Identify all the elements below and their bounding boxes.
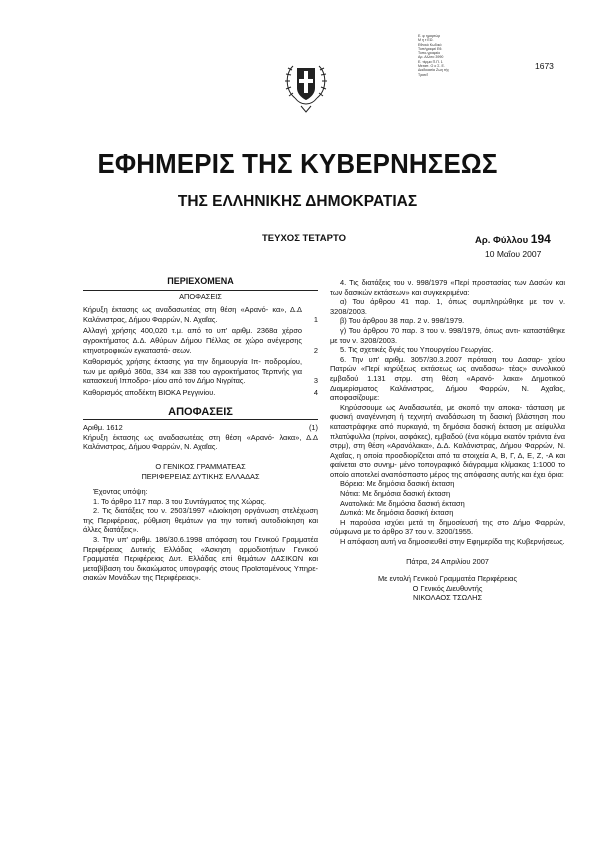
paragraph: 2. Τις διατάξεις του ν. 2503/1997 «Διοίκηση οργάνωση στελέχωση της Περιφέρειας, ρύθμιση θεμάτων για την τοπική αυτοδιοίκηση και άλλες διατάξεις». [83,506,318,535]
toc-item [83,388,318,398]
stamp-line: Αρ. Αλλιτο 3990 [418,55,444,60]
signature-line-1: Με εντολή Γενικού Γραμματέα Περιφέρειας [377,574,518,584]
toc-item-text: Κήρυξη έκτασης ως αναδασωτέας στη θέση «Αρανό- κα», Δ.Δ Καλάνιστρας, Δήμου Φαρρών, Ν. Αχαΐας. [83,305,302,324]
toc-item-page: 1 [313,314,318,324]
paragraph: 3. Την υπ' αριθμ. 186/30.6.1998 απόφαση του Γενικού Γραμματέα Περιφέρειας Δυτικής Ελλάδας «Άσκηση αρμοδιοτήτων Γενικού Γραμματέα Περιφέρειας Δυτ. Ελλάδας επί θεμάτων ΔΑΣΙΚΩΝ και μεταβίβαση του δικαιώματος υπογραφής στους Προϊσταμένους Υπηρε- σιακών Μονάδων της Περιφέρειας». [83,535,318,583]
authority-region: ΠΕΡΙΦΕΡΕΙΑΣ ΔΥΤΙΚΗΣ ΕΛΛΑΔΑΣ [141,471,260,481]
stamp-line: Μεταπ. Ο ο Σ. Ε. [418,64,445,69]
stamp-line: Τυπ/γραφεί Εθ. [418,46,443,51]
paragraph: 6. Την υπ' αριθμ. 3057/30.3.2007 πρόταση του Δασαρ- χείου Πατρών «Περί κηρύξεως εκτάσεως ως αναδασω- τέας» συνολικού εμβαδού 1.131 στρμ. στη θέση «Αρανό- λακα» Δημοτικού Διαμερίσματος Καλάνιστρας, Δήμου Φαρρών, Ν. Αχαΐας, αποφασίζουμε: [330,354,565,403]
toc-item-text: Καθορισμός αποδέκτη ΒΙΟΚΑ Ρεγγινίου. [83,387,216,397]
stamp-line: Τρισεΐ [418,72,428,77]
decisions-heading: ΑΠΟΦΑΣΕΙΣ [168,405,233,418]
sheet-label: Αρ. Φύλλου [475,235,529,246]
paragraph: γ) Του άρθρου 70 παρ. 3 του ν. 998/1979, όπως αντι- καταστάθηκε με τον ν. 3208/2003. [330,325,565,345]
right-paragraphs [330,278,565,547]
paragraph: Η παρούσα ισχύει μετά τη δημοσίευσή της στο Δήμο Φαρρών, σύμφωνα με το άρθρο 37 του ν. 3200/1955. [330,517,565,537]
toc-item-text: Καθορισμός χρήσης έκτασης για την δημιουργία Ιπ- ποδρομίου, των με αριθμό 360α, 334 και 338 του αγροκτήματος Τερπνής για κατασκευή Ιπποδρο- μίου από τον Δήμο Νιγρίτας. [83,357,302,386]
toc-list [83,305,318,397]
paragraph: β) Του άρθρου 38 παρ. 2 ν. 998/1979. [340,316,465,326]
stamp-line: Εθνικό Κωδικό [418,42,442,47]
paragraph: 5. Τις σχετικές δγιές του Υπουργείου Γεωργίας. [340,345,494,355]
paragraph: Ανατολικά: Με δημόσια δασική έκταση [340,498,465,508]
page-number: 1673 [535,61,554,71]
paragraph: α) Του άρθρου 41 παρ. 1, όπως συμπληρώθηκε με τον ν. 3208/2003. [330,297,565,316]
paragraph: Βόρεια: Με δημόσια δασική έκταση [340,479,455,489]
gazette-title: ΕΦΗΜΕΡΙΣ ΤΗΣ ΚΥΒΕΡΝΗΣΕΩΣ [97,148,498,179]
left-column [83,268,318,583]
right-column [330,278,565,603]
signature-line-2: Ο Γενικός Διευθυντής [412,583,483,593]
paragraph: Νότια: Με δημόσια δασική έκταση [340,489,451,499]
toc-item [83,305,318,324]
decision-ref [83,423,318,433]
toc-heading: ΠΕΡΙΕΧΟΜΕΝΑ [167,276,234,286]
toc-item-page: 3 [313,376,318,386]
signatory-name: ΝΙΚΟΛΑΟΣ ΤΣΩΛΗΣ [412,593,483,603]
toc-item [83,357,318,386]
toc-item [83,326,318,355]
stamp-line: Μ η τ ΕΩ. [418,38,434,43]
toc-item-text: Αλλαγή χρήσης 400,020 τ.μ. από το υπ' αριθμ. 2368α χέρσο αγροκτήματος Δ.Δ. Αθύρων Δήμου Πέλλας σε χώρο ανέγερσης κτηνοτροφικών εγκαταστά- σεων. [83,326,302,355]
decision-index: (1) [308,423,318,433]
printer-stamp [418,34,474,77]
stamp-line: Τυπο-γραφείο [418,51,441,56]
authority-title: Ο ΓΕΝΙΚΟΣ ΓΡΑΜΜΑΤΕΑΣ [155,461,246,471]
signature-place-date: Πάτρα, 24 Απριλίου 2007 [406,556,489,566]
greek-coat-of-arms-icon [283,58,329,116]
sheet-number-value: 194 [530,232,551,246]
having-regard: Έχοντας υπόψη: [93,487,148,497]
issue-date: 10 Μαΐου 2007 [485,249,542,259]
toc-item-page: 2 [313,345,318,355]
paragraph: Κηρύσσουμε ως Αναδασωτέα, με σκοπό την αποκα- τάσταση με φυσική αναγέννηση ή τεχνητή αναδάσωση τη δασική βλάστηση που καταστράφηκε από πυρκαγιά, τη δημόσια δασική έκταση με αείφυλλα πλατύφυλλα (πρίνοι, ασφάκες), εμβαδού (ένα κόμμα εκατόν τριάντα ένα στρμ), στη θέση «Αρανόλακα», Δ.Δ. Καλάνιστρας, Δήμου Φαρρών, Ν. Αχαΐας, η οποία προσδιορίζεται από τα στοιχεία Α, Β, Γ, Δ, Ε, Ζ, -Α και φαίνεται στο συνημ- μένο τοπογραφικό διάγραμμα κλίμακας 1:1000 το οποίο αποτελεί αναπόσπαστο μέρος της απόφασης αυτής και έχει όρια: [330,402,565,479]
decision-subject: Κήρυξη έκτασης ως αναδασωτέας στη θέση «Αρανό- λακα», Δ.Δ Καλάνιστρας, Δήμου Φαρρών, Ν. Αχαΐας. [83,432,318,452]
gazette-subtitle: ΤΗΣ ΕΛΛΗΝΙΚΗΣ ΔΗΜΟΚΡΑΤΙΑΣ [177,193,418,210]
paragraph: Δυτικά: Με δημόσια δασική έκταση [340,508,454,518]
divider [83,419,318,420]
paragraph: 1. Το άρθρο 117 παρ. 3 του Συντάγματος της Χώρας. [93,496,267,506]
stamp-line: Διαδικασία Ζωη τής [418,68,450,73]
toc-item-page: 4 [313,387,318,397]
decision-number: Αριθμ. 1612 [83,423,123,433]
left-paragraphs [83,497,318,583]
sheet-number [475,232,551,246]
toc-subheading: ΑΠΟΦΑΣΕΙΣ [179,291,222,301]
paragraph: Η απόφαση αυτή να δημοσιευθεί στην Εφημερίδα της Κυβερνήσεως. [340,537,565,547]
paragraph: 4. Τις διατάξεις του ν. 998/1979 «Περί προστασίας των Δασών και των δασικών εκτάσεων» και συγκεκριμένα: [330,278,565,297]
issue-type: ΤΕΥΧΟΣ ΤΕΤΑΡΤΟ [262,233,346,244]
stamp-line: Ε. φ ημαρτώρ [418,34,441,38]
divider [83,290,318,291]
stamp-line: Ε. τέρμα Π.Π. 1 [418,59,443,64]
